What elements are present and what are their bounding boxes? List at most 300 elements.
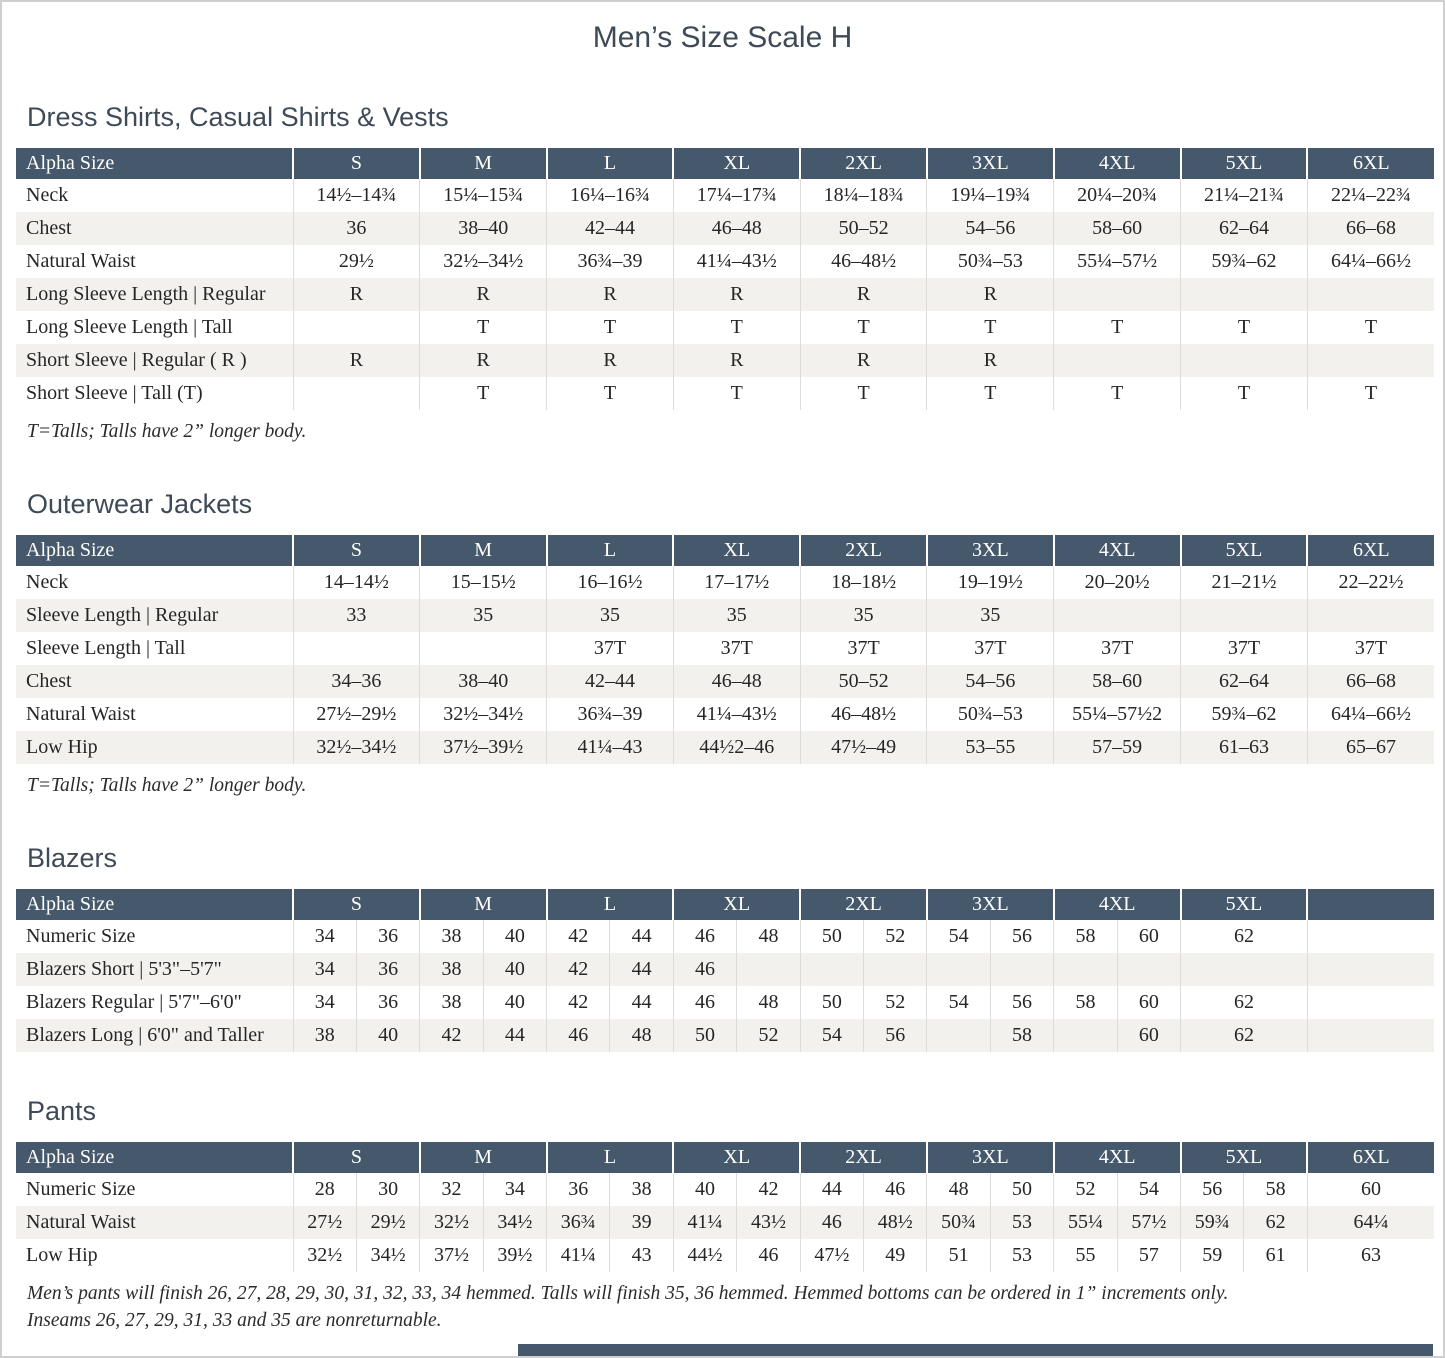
cell: 39½ [483, 1239, 546, 1272]
cell: 36¾ [547, 1206, 610, 1239]
cell: 54 [927, 920, 990, 953]
cell [1307, 344, 1434, 377]
section-blazers [2, 841, 1443, 1052]
cell: 53–55 [927, 731, 1054, 764]
cell: 51 [927, 1239, 990, 1272]
row-label: Blazers Short | 5'3"–5'7" [26, 958, 222, 980]
header-row [16, 889, 1434, 920]
cell: 46–48 [673, 212, 800, 245]
cell: 44 [610, 986, 673, 1019]
cell: 59 [1181, 1239, 1244, 1272]
table-row-neck [16, 566, 1434, 599]
column-header-2xl: 2XL [800, 148, 927, 179]
cell [864, 953, 927, 986]
cell: 32½–34½ [420, 698, 547, 731]
section-outerwear-jackets [2, 487, 1443, 799]
table-row-blazers-regular-5-7-6-0 [16, 986, 1434, 1019]
footnote: Men’s pants will finish 26, 27, 28, 29, 30, 31, 32, 33, 34 hemmed. Talls will finish 35, 36 hemmed. Hemmed bottoms can be ordered in 1” increments only. [27, 1283, 1229, 1304]
cell: 50–52 [800, 665, 927, 698]
cell: 48½ [864, 1206, 927, 1239]
column-header-l: L [547, 889, 674, 920]
cell: 15–15½ [420, 566, 547, 599]
cell: 34½ [356, 1239, 419, 1272]
column-header-3xl: 3XL [927, 148, 1054, 179]
row-label: Natural Waist [26, 703, 136, 725]
cell: 28 [293, 1173, 356, 1206]
cell: 60 [1117, 920, 1180, 953]
column-header-l: L [547, 148, 674, 179]
cell: 36 [356, 953, 419, 986]
cell [990, 953, 1053, 986]
cell: T [927, 377, 1054, 410]
cell: 58–60 [1054, 665, 1181, 698]
cell: 56 [864, 1019, 927, 1052]
row-label: Blazers Long | 6'0" and Taller [26, 1024, 264, 1046]
cell: 60 [1117, 986, 1180, 1019]
size-table-blazers [16, 889, 1434, 1052]
cell [1181, 344, 1308, 377]
cell: 27½ [293, 1206, 356, 1239]
cell: 19¼–19¾ [927, 179, 1054, 212]
cell: 40 [356, 1019, 419, 1052]
table-row-short-sleeve-tall-t [16, 377, 1434, 410]
cell: 36¾–39 [547, 245, 674, 278]
table-row-natural-waist [16, 698, 1434, 731]
cell: 46 [673, 953, 736, 986]
cell [737, 953, 800, 986]
column-header-s: S [293, 535, 420, 566]
cell: 55 [1054, 1239, 1117, 1272]
cell [1117, 953, 1180, 986]
cell: 50¾–53 [927, 698, 1054, 731]
table-row-short-sleeve-regular-r [16, 344, 1434, 377]
row-label: Neck [26, 184, 69, 206]
cell: 56 [990, 986, 1053, 1019]
header-row [16, 1142, 1434, 1173]
cell: 21–21½ [1181, 566, 1308, 599]
column-header-l: L [547, 1142, 674, 1173]
table-row-long-sleeve-length-regular [16, 278, 1434, 311]
cell: 36¾–39 [547, 698, 674, 731]
column-header-5xl: 5XL [1181, 889, 1308, 920]
cell: 38 [420, 953, 483, 986]
cell: T [1307, 311, 1434, 344]
row-label: Sleeve Length | Regular [26, 604, 219, 626]
cell: 54 [927, 986, 990, 1019]
section-heading: Dress Shirts, Casual Shirts & Vests [27, 102, 449, 132]
column-header-5xl: 5XL [1181, 1142, 1308, 1173]
cell: 29½ [293, 245, 420, 278]
cell [1307, 986, 1434, 1019]
cell: 21¼–21¾ [1181, 179, 1308, 212]
table-row-sleeve-length-tall [16, 632, 1434, 665]
cell: 14½–14¾ [293, 179, 420, 212]
cell: 57 [1117, 1239, 1180, 1272]
cell: 20–20½ [1054, 566, 1181, 599]
table-row-numeric-size [16, 920, 1434, 953]
column-header-3xl: 3XL [927, 535, 1054, 566]
cell: 38 [293, 1019, 356, 1052]
cell: 46–48½ [800, 698, 927, 731]
cell: 44 [800, 1173, 863, 1206]
cell: 42 [420, 1019, 483, 1052]
cell: 59¾–62 [1181, 698, 1308, 731]
cell: 42 [547, 953, 610, 986]
column-header-2xl: 2XL [800, 1142, 927, 1173]
column-header-s: S [293, 889, 420, 920]
cell: 58 [1054, 986, 1117, 1019]
cell: T [800, 377, 927, 410]
cell: T [420, 377, 547, 410]
column-header-6xl: 6XL [1307, 535, 1434, 566]
page-title: Men’s Size Scale H [592, 21, 853, 54]
column-header-m: M [420, 148, 547, 179]
cell: R [800, 278, 927, 311]
cell: 44½ [673, 1239, 736, 1272]
cell: 22¼–22¾ [1307, 179, 1434, 212]
cell: 36 [293, 212, 420, 245]
cell: 34 [483, 1173, 546, 1206]
column-header-s: S [293, 1142, 420, 1173]
cell: 32 [420, 1173, 483, 1206]
cell [1307, 920, 1434, 953]
column-header-alpha-size: Alpha Size [16, 889, 293, 920]
cell: 46 [737, 1239, 800, 1272]
cell: 50¾–53 [927, 245, 1054, 278]
cell: 40 [483, 986, 546, 1019]
cell: 48 [927, 1173, 990, 1206]
cell [293, 377, 420, 410]
footnote: T=Talls; Talls have 2” longer body. [27, 421, 307, 442]
cell: 36 [356, 986, 419, 1019]
cell: R [293, 278, 420, 311]
column-header-3xl: 3XL [927, 889, 1054, 920]
cell [1054, 599, 1181, 632]
cell: 41¼–43½ [673, 698, 800, 731]
cell: 37T [673, 632, 800, 665]
cell: R [673, 278, 800, 311]
cell: 48 [610, 1019, 673, 1052]
cell: 62 [1244, 1206, 1307, 1239]
table-row-sleeve-length-regular [16, 599, 1434, 632]
cell: 42–44 [547, 665, 674, 698]
column-header-4xl: 4XL [1054, 1142, 1181, 1173]
cell: 29½ [356, 1206, 419, 1239]
cell [1054, 1019, 1117, 1052]
cell: T [1181, 311, 1308, 344]
cell: R [420, 278, 547, 311]
column-header-alpha-size: Alpha Size [16, 1142, 293, 1173]
cell: 37T [1181, 632, 1308, 665]
cell [1181, 953, 1308, 986]
cell: 17–17½ [673, 566, 800, 599]
cell: 62 [1181, 986, 1308, 1019]
cell: 59¾ [1181, 1206, 1244, 1239]
cell: 47½–49 [800, 731, 927, 764]
cell: 58 [1244, 1173, 1307, 1206]
section-heading: Outerwear Jackets [27, 489, 253, 519]
cell: 20¼–20¾ [1054, 179, 1181, 212]
cell: 54 [1117, 1173, 1180, 1206]
cell [800, 953, 863, 986]
cell [1181, 599, 1308, 632]
cell: 62 [1181, 1019, 1308, 1052]
column-header-4xl: 4XL [1054, 889, 1181, 920]
cell: 46–48 [673, 665, 800, 698]
cell: 44 [610, 953, 673, 986]
cell: 37T [1054, 632, 1181, 665]
column-header-4xl: 4XL [1054, 148, 1181, 179]
cell: 34–36 [293, 665, 420, 698]
cell: 44 [483, 1019, 546, 1052]
cell: T [1054, 377, 1181, 410]
cell: 27½–29½ [293, 698, 420, 731]
column-header-6xl: 6XL [1307, 1142, 1434, 1173]
cell: 46 [864, 1173, 927, 1206]
row-label: Numeric Size [26, 1178, 136, 1200]
cell: 40 [483, 953, 546, 986]
cell: 43½ [737, 1206, 800, 1239]
cell [1054, 953, 1117, 986]
partial-next-table-header-bar [518, 1344, 1433, 1356]
cell: R [800, 344, 927, 377]
cell: 58 [990, 1019, 1053, 1052]
cell: T [1307, 377, 1434, 410]
cell: 50¾ [927, 1206, 990, 1239]
cell: 56 [990, 920, 1053, 953]
cell: 35 [547, 599, 674, 632]
cell [1307, 1019, 1434, 1052]
cell [1307, 599, 1434, 632]
cell: T [927, 311, 1054, 344]
cell: 47½ [800, 1239, 863, 1272]
row-label: Sleeve Length | Tall [26, 637, 186, 659]
sections-container [2, 100, 1443, 1334]
footnote: T=Talls; Talls have 2” longer body. [27, 775, 307, 796]
row-label: Long Sleeve Length | Tall [26, 316, 233, 338]
column-header-5xl: 5XL [1181, 535, 1308, 566]
row-label: Chest [26, 670, 72, 692]
table-row-low-hip [16, 731, 1434, 764]
table-row-low-hip [16, 1239, 1434, 1272]
cell: 60 [1307, 1173, 1434, 1206]
cell: 46 [673, 986, 736, 1019]
cell: 35 [927, 599, 1054, 632]
cell: 38 [610, 1173, 673, 1206]
row-label: Numeric Size [26, 925, 136, 947]
cell [1054, 344, 1181, 377]
column-header-xl: XL [673, 1142, 800, 1173]
cell: 62 [1181, 920, 1308, 953]
cell: T [547, 377, 674, 410]
cell: 38 [420, 920, 483, 953]
footnote: Inseams 26, 27, 29, 31, 33 and 35 are nonreturnable. [27, 1310, 442, 1331]
cell: 53 [990, 1206, 1053, 1239]
row-label: Low Hip [26, 1244, 98, 1266]
cell: R [673, 344, 800, 377]
cell: 62–64 [1181, 665, 1308, 698]
cell: 64¼–66½ [1307, 245, 1434, 278]
cell: 54 [800, 1019, 863, 1052]
column-header-2xl: 2XL [800, 889, 927, 920]
cell: 46–48½ [800, 245, 927, 278]
cell: 37½ [420, 1239, 483, 1272]
cell: 66–68 [1307, 212, 1434, 245]
cell: 18¼–18¾ [800, 179, 927, 212]
column-header-3xl: 3XL [927, 1142, 1054, 1173]
section-heading: Blazers [27, 843, 118, 873]
cell: 63 [1307, 1239, 1434, 1272]
cell: 50 [800, 986, 863, 1019]
cell: 57–59 [1054, 731, 1181, 764]
cell: 54–56 [927, 665, 1054, 698]
cell: 43 [610, 1239, 673, 1272]
cell: 37½–39½ [420, 731, 547, 764]
cell: R [547, 344, 674, 377]
cell: 52 [864, 920, 927, 953]
row-label: Short Sleeve | Tall (T) [26, 382, 203, 404]
header-row [16, 148, 1434, 179]
cell: 37T [1307, 632, 1434, 665]
cell: 16¼–16¾ [547, 179, 674, 212]
cell: 39 [610, 1206, 673, 1239]
column-header-5xl: 5XL [1181, 148, 1308, 179]
cell: 38–40 [420, 665, 547, 698]
cell: 41¼ [547, 1239, 610, 1272]
cell: 40 [673, 1173, 736, 1206]
row-label: Natural Waist [26, 1211, 136, 1233]
cell: T [420, 311, 547, 344]
cell: 34 [293, 953, 356, 986]
cell: 56 [1181, 1173, 1244, 1206]
column-header-m: M [420, 1142, 547, 1173]
cell: 52 [737, 1019, 800, 1052]
column-header-blank [1307, 889, 1434, 920]
cell: 61 [1244, 1239, 1307, 1272]
cell: 22–22½ [1307, 566, 1434, 599]
cell: 58 [1054, 920, 1117, 953]
cell: 34 [293, 986, 356, 1019]
table-row-neck [16, 179, 1434, 212]
cell: R [293, 344, 420, 377]
cell: 41¼ [673, 1206, 736, 1239]
size-table-dress-shirts-casual-shirts-vests [16, 148, 1434, 410]
column-header-xl: XL [673, 889, 800, 920]
cell: 46 [547, 1019, 610, 1052]
cell: 38–40 [420, 212, 547, 245]
column-header-s: S [293, 148, 420, 179]
column-header-6xl: 6XL [1307, 148, 1434, 179]
cell: 35 [800, 599, 927, 632]
cell: 34 [293, 920, 356, 953]
cell: 53 [990, 1239, 1053, 1272]
table-row-natural-waist [16, 1206, 1434, 1239]
cell: 37T [800, 632, 927, 665]
cell: 55¼–57½2 [1054, 698, 1181, 731]
cell: 44½2–46 [673, 731, 800, 764]
cell: 50 [800, 920, 863, 953]
cell: 32½ [420, 1206, 483, 1239]
cell: 42 [547, 986, 610, 1019]
cell [927, 953, 990, 986]
cell: R [420, 344, 547, 377]
cell: 48 [737, 920, 800, 953]
size-table-outerwear-jackets [16, 535, 1434, 764]
table-row-natural-waist [16, 245, 1434, 278]
cell: 38 [420, 986, 483, 1019]
cell: 42 [737, 1173, 800, 1206]
row-label: Long Sleeve Length | Regular [26, 283, 266, 305]
cell: 65–67 [1307, 731, 1434, 764]
table-row-blazers-short-5-3-5-7 [16, 953, 1434, 986]
cell: 50 [990, 1173, 1053, 1206]
cell: 36 [547, 1173, 610, 1206]
cell: 42–44 [547, 212, 674, 245]
cell: 33 [293, 599, 420, 632]
row-label: Low Hip [26, 736, 98, 758]
cell: 46 [673, 920, 736, 953]
cell: 14–14½ [293, 566, 420, 599]
cell: 52 [864, 986, 927, 1019]
column-header-xl: XL [673, 535, 800, 566]
cell [1181, 278, 1308, 311]
cell: 19–19½ [927, 566, 1054, 599]
column-header-l: L [547, 535, 674, 566]
header-row [16, 535, 1434, 566]
cell: 15¼–15¾ [420, 179, 547, 212]
column-header-alpha-size: Alpha Size [16, 535, 293, 566]
table-row-chest [16, 212, 1434, 245]
row-label: Short Sleeve | Regular ( R ) [26, 349, 247, 371]
cell: T [800, 311, 927, 344]
cell: 55¼ [1054, 1206, 1117, 1239]
cell: 16–16½ [547, 566, 674, 599]
cell: 57½ [1117, 1206, 1180, 1239]
cell: T [673, 377, 800, 410]
cell [1307, 953, 1434, 986]
cell [927, 1019, 990, 1052]
cell: T [673, 311, 800, 344]
row-label: Neck [26, 571, 69, 593]
cell [420, 632, 547, 665]
cell: 18–18½ [800, 566, 927, 599]
cell: 37T [927, 632, 1054, 665]
row-label: Blazers Regular | 5'7"–6'0" [26, 991, 242, 1013]
row-label: Natural Waist [26, 250, 136, 272]
cell [293, 632, 420, 665]
table-row-blazers-long-6-0-and-taller [16, 1019, 1434, 1052]
cell: 32½–34½ [420, 245, 547, 278]
cell: T [1181, 377, 1308, 410]
column-header-m: M [420, 889, 547, 920]
column-header-m: M [420, 535, 547, 566]
row-label: Chest [26, 217, 72, 239]
cell: 35 [420, 599, 547, 632]
cell: 60 [1117, 1019, 1180, 1052]
cell: R [927, 344, 1054, 377]
section-heading: Pants [27, 1096, 97, 1126]
cell: 52 [1054, 1173, 1117, 1206]
cell: 62–64 [1181, 212, 1308, 245]
cell: 48 [737, 986, 800, 1019]
cell: 59¾–62 [1181, 245, 1308, 278]
table-row-numeric-size [16, 1173, 1434, 1206]
section-dress-shirts-casual-shirts-vests [2, 100, 1443, 445]
cell: 55¼–57½ [1054, 245, 1181, 278]
cell: 35 [673, 599, 800, 632]
cell [293, 311, 420, 344]
cell: 37T [547, 632, 674, 665]
